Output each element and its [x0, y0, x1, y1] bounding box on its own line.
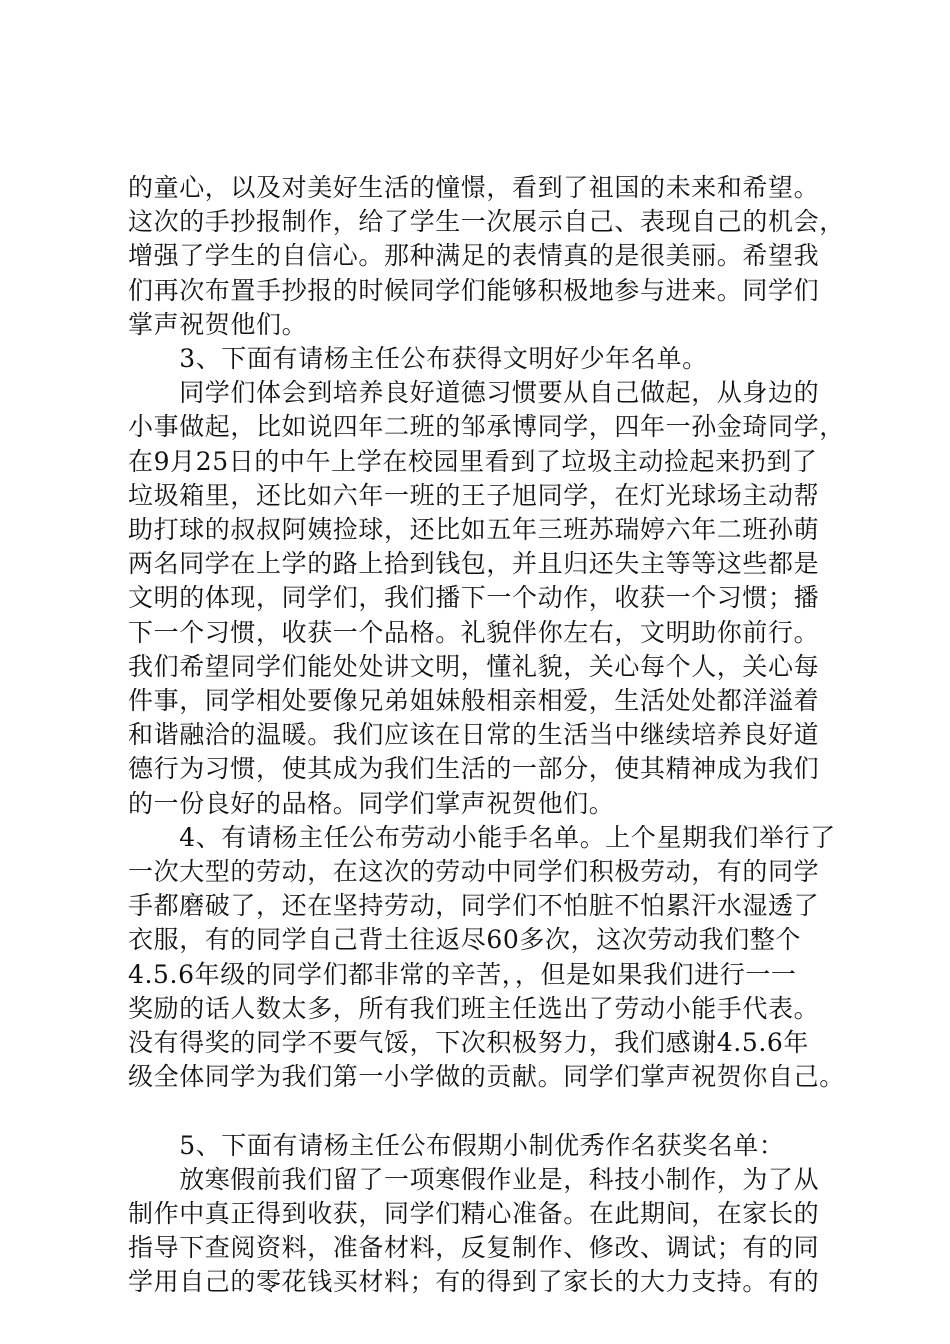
text-line: 制作中真正得到收获，同学们精心准备。在此期间，在家长的	[128, 1199, 820, 1228]
text-line: 们再次布置手抄报的时候同学们能够积极地参与进来。同学们	[128, 275, 820, 305]
text-line: 在9月25日的中午上学在校园里看到了垃圾主动捡起来扔到了	[128, 446, 818, 476]
text-line: 增强了学生的自信心。那种满足的表情真的是很美丽。希望我	[128, 241, 820, 271]
text-line: 的童心，以及对美好生活的憧憬，看到了祖国的未来和希望。	[128, 173, 820, 202]
text-line: 放寒假前我们留了一项寒假作业是，科技小制作，为了从	[128, 1164, 820, 1194]
text-line: 两名同学在上学的路上拾到钱包，并且归还失主等等这些都是	[128, 549, 820, 579]
text-line: 4.5.6年级的同学们都非常的辛苦，，但是如果我们进行一一	[128, 959, 797, 989]
text-line: 件事，同学相处要像兄弟姐妹般相亲相爱，生活处处都洋溢着	[128, 686, 820, 715]
text-line: 没有得奖的同学不要气馁，下次积极努力，我们感谢4.5.6年	[128, 1028, 810, 1057]
text-line: 指导下查阅资料，准备材料，反复制作、修改、调试；有的同	[128, 1233, 820, 1263]
text-line: 文明的体现，同学们，我们播下一个动作，收获一个习惯；播	[128, 583, 820, 613]
text-line: 德行为习惯，使其成为我们生活的一部分，使其精神成为我们	[128, 754, 820, 784]
text-line: 和谐融洽的温暖。我们应该在日常的生活当中继续培养良好道	[128, 720, 820, 750]
text-line: 学用自己的零花钱买材料；有的得到了家长的大力支持。有的	[128, 1267, 820, 1297]
text-line: 手都磨破了，还在坚持劳动，同学们不怕脏不怕累汗水湿透了	[128, 891, 820, 921]
text-line: 级全体同学为我们第一小学做的贡献。同学们掌声祝贺你自己。	[128, 1062, 845, 1092]
text-line: 一次大型的劳动，在这次的劳动中同学们积极劳动，有的同学	[128, 857, 820, 886]
text-line: 4、有请杨主任公布劳动小能手名单。上个星期我们举行了	[128, 822, 836, 852]
text-line: 我们希望同学们能处处讲文明，懂礼貌，关心每个人，关心每	[128, 651, 820, 681]
text-line: 小事做起，比如说四年二班的邹承博同学，四年一孙金琦同学，	[128, 412, 845, 442]
text-line: 3、下面有请杨主任公布获得文明好少年名单。	[128, 344, 708, 373]
text-line: 助打球的叔叔阿姨捡球，还比如五年三班苏瑞婷六年二班孙萌	[128, 515, 820, 544]
text-line: 衣服，有的同学自己背土往返尽60多次，这次劳动我们整个	[128, 925, 802, 955]
text-line: 5、下面有请杨主任公布假期小制优秀作名获奖名单：	[128, 1130, 785, 1160]
text-line: 这次的手抄报制作，给了学生一次展示自己、表现自己的机会，	[128, 207, 845, 237]
text-line: 下一个习惯，收获一个品格。礼貌伴你左右，文明助你前行。	[128, 617, 820, 647]
text-line: 的一份良好的品格。同学们掌声祝贺他们。	[128, 788, 615, 818]
text-line: 掌声祝贺他们。	[128, 309, 308, 339]
text-line: 同学们体会到培养良好道德习惯要从自己做起，从身边的	[128, 378, 820, 408]
text-line: 垃圾箱里，还比如六年一班的王子旭同学，在灯光球场主动帮	[128, 480, 820, 510]
text-line: 奖励的话人数太多，所有我们班主任选出了劳动小能手代表。	[128, 993, 820, 1023]
